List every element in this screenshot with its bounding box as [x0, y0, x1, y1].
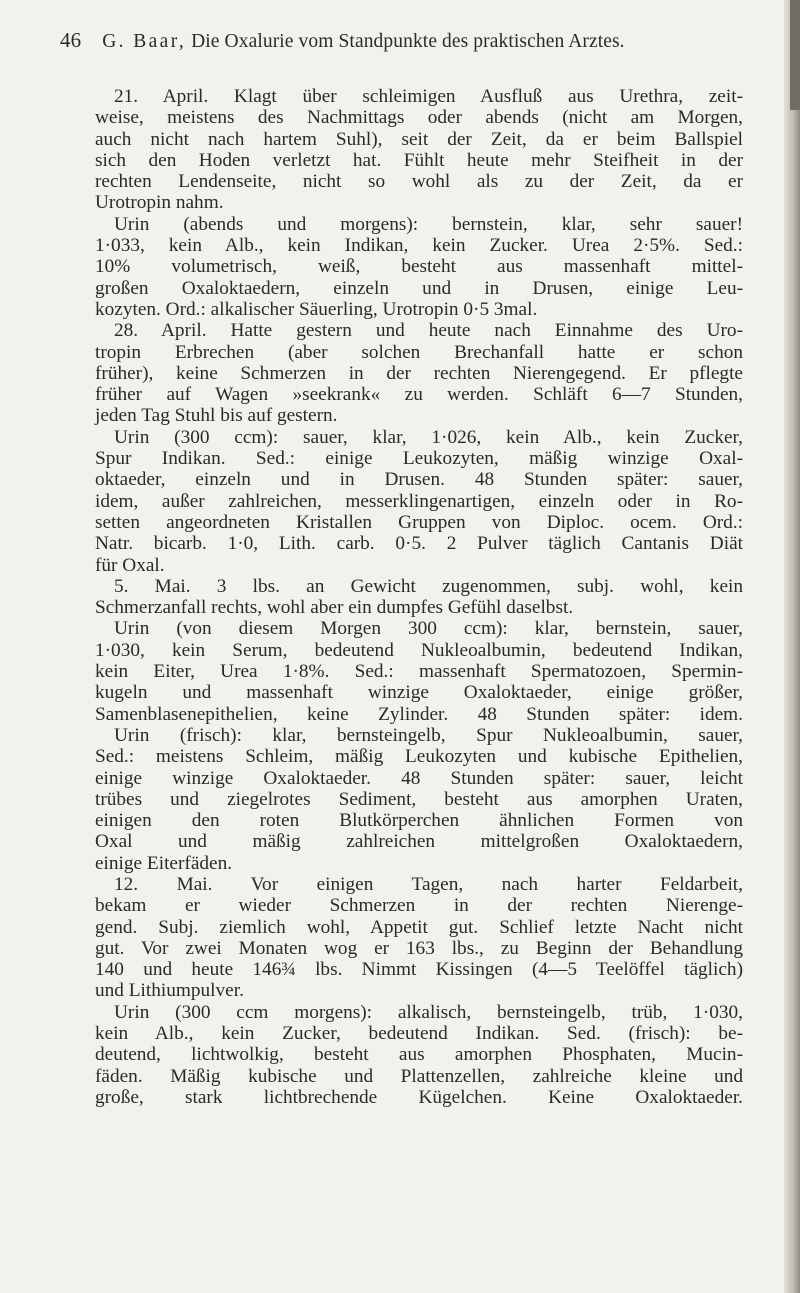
text-line: idem, außer zahlreichen, messerklingenartigen, einzeln oder in Ro- — [95, 490, 743, 512]
text-line: 21. April. Klagt über schleimigen Ausfluß aus Urethra, zeit- — [114, 86, 743, 107]
body-text — [95, 86, 743, 1108]
text-line: einige winzige Oxaloktaeder. 48 Stunden später: sauer, leicht — [95, 767, 743, 789]
text-line: Samenblasenepithelien, keine Zylinder. 48 Stunden später: idem. — [95, 703, 743, 725]
text-line: einigen den roten Blutkörperchen ähnlichen Formen von — [95, 810, 743, 832]
text-line: Schmerzanfall rechts, wohl aber ein dumpfes Gefühl daselbst. — [95, 597, 574, 619]
header-title: Die Oxalurie vom Standpunkte des praktischen Arztes. — [191, 31, 625, 52]
text-line: Natr. bicarb. 1·0, Lith. carb. 0·5. 2 Pulver täglich Cantanis Diät — [95, 533, 743, 555]
page-edge-shadow — [784, 0, 800, 1293]
text-line: 12. Mai. Vor einigen Tagen, nach harter Feldarbeit, — [114, 873, 743, 895]
text-line: bekam er wieder Schmerzen in der rechten Nierenge- — [95, 895, 743, 917]
text-line: rechten Lendenseite, nicht so wohl als zu der Zeit, da er — [95, 171, 743, 193]
text-line: kein Alb., kein Zucker, bedeutend Indikan. Sed. (frisch): be- — [95, 1023, 743, 1045]
text-line: kugeln und massenhaft winzige Oxaloktaeder, einige größer, — [95, 682, 743, 704]
text-line: für Oxal. — [95, 554, 165, 576]
text-line: jeden Tag Stuhl bis auf gestern. — [95, 405, 338, 427]
text-line: gend. Subj. ziemlich wohl, Appetit gut. Schlief letzte Nacht nicht — [95, 916, 743, 938]
text-line: 5. Mai. 3 lbs. an Gewicht zugenommen, subj. wohl, kein — [114, 575, 743, 597]
text-line: auch nicht nach hartem Suhl), seit der Zeit, da er beim Ballspiel — [95, 128, 743, 150]
text-line: Urin (300 ccm morgens): alkalisch, bernsteingelb, trüb, 1·030, — [114, 1001, 743, 1023]
text-line: 140 und heute 146¾ lbs. Nimmt Kissingen (4—5 Teelöffel täglich) — [95, 959, 743, 981]
text-line: Urin (abends und morgens): bernstein, klar, sehr sauer! — [114, 213, 743, 235]
text-line: kein Eiter, Urea 1·8%. Sed.: massenhaft Spermatozoen, Spermin- — [95, 661, 743, 683]
running-header — [60, 28, 760, 53]
text-line: kozyten. Ord.: alkalischer Säuerling, Urotropin 0·5 3mal. — [95, 298, 538, 320]
text-line: Urin (von diesem Morgen 300 ccm): klar, bernstein, sauer, — [114, 618, 743, 640]
text-line: 1·030, kein Serum, bedeutend Nukleoalbumin, bedeutend Indikan, — [95, 639, 743, 661]
text-line: gut. Vor zwei Monaten wog er 163 lbs., zu Beginn der Behandlung — [95, 937, 743, 959]
text-line: Urotropin nahm. — [95, 192, 224, 214]
text-line: 1·033, kein Alb., kein Indikan, kein Zucker. Urea 2·5%. Sed.: — [95, 235, 743, 257]
text-line: trübes und ziegelrotes Sediment, besteht aus amorphen Uraten, — [95, 788, 743, 810]
header-author: G. Baar, — [102, 31, 187, 52]
text-line: Urin (300 ccm): sauer, klar, 1·026, kein Alb., kein Zucker, — [114, 426, 743, 448]
text-line: sich den Hoden verletzt hat. Fühlt heute mehr Steifheit in der — [95, 149, 743, 171]
text-line: einige Eiterfäden. — [95, 852, 233, 874]
text-line: früher auf Wagen »seekrank« zu werden. Schläft 6—7 Stunden, — [95, 384, 743, 406]
text-line: 10% volumetrisch, weiß, besteht aus massenhaft mittel- — [95, 256, 743, 278]
text-line: setten angeordneten Kristallen Gruppen von Diploc. ocem. Ord.: — [95, 511, 743, 533]
page-number: 46 — [60, 28, 82, 52]
text-line: Spur Indikan. Sed.: einige Leukozyten, mäßig winzige Oxal- — [95, 448, 743, 470]
text-line: fäden. Mäßig kubische und Plattenzellen, zahlreiche kleine und — [95, 1065, 743, 1087]
text-line: tropin Erbrechen (aber solchen Brechanfall hatte er schon — [95, 341, 743, 363]
text-line: 28. April. Hatte gestern und heute nach Einnahme des Uro- — [114, 320, 743, 342]
text-line: früher), keine Schmerzen in der rechten Nierengegend. Er pflegte — [95, 362, 743, 384]
text-line: Oxal und mäßig zahlreichen mittelgroßen Oxaloktaedern, — [95, 831, 743, 853]
text-line: große, stark lichtbrechende Kügelchen. Keine Oxaloktaeder. — [95, 1086, 743, 1108]
text-line: Sed.: meistens Schleim, mäßig Leukozyten und kubische Epithelien, — [95, 746, 743, 768]
text-line: weise, meistens des Nachmittags oder abends (nicht am Morgen, — [95, 107, 743, 129]
text-line: Urin (frisch): klar, bernsteingelb, Spur Nukleoalbumin, sauer, — [114, 724, 743, 746]
text-line: großen Oxaloktaedern, einzeln und in Drusen, einige Leu- — [95, 277, 743, 299]
text-line: deutend, lichtwolkig, besteht aus amorphen Phosphaten, Mucin- — [95, 1044, 743, 1066]
text-line: oktaeder, einzeln und in Drusen. 48 Stunden später: sauer, — [95, 469, 743, 491]
page-edge-dark-strip — [790, 0, 800, 110]
text-line: und Lithiumpulver. — [95, 980, 244, 1002]
